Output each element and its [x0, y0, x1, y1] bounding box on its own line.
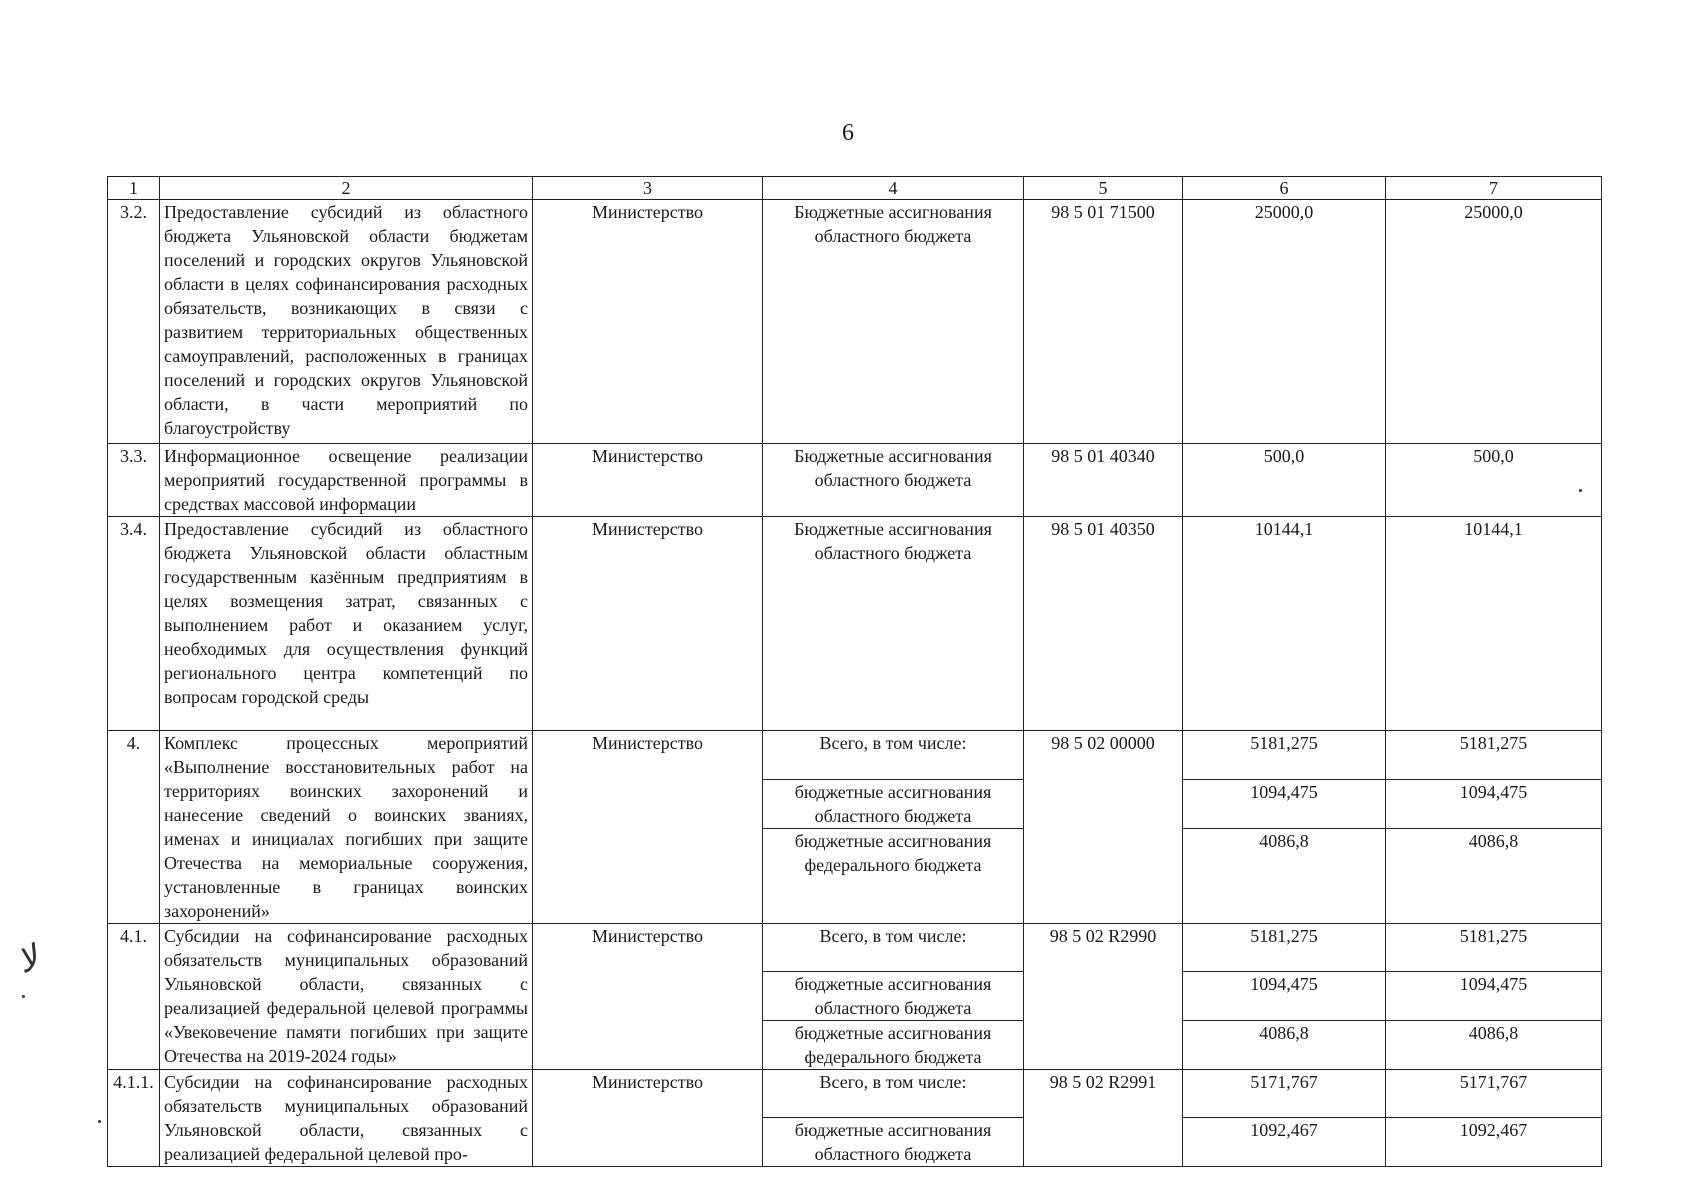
row-responsible: Министерство [533, 444, 763, 517]
row-value-col7: 10144,1 [1386, 517, 1602, 731]
row-responsible: Министерство [533, 1070, 763, 1167]
row-funding-source: Всего, в том числе: [763, 924, 1024, 972]
row-description: Предоставление субсидий из областного бюджета Ульяновской области областным государственным казённым предприятиям в целях возмещения затрат, связанных с выполнением работ и оказанием услуг, необходимых для осуществления функций регионального центра компетенций по вопросам городской среды [160, 517, 533, 731]
row-description: Субсидии на софинансирование расходных обязательств муниципальных образований Ульяновской области, связанных с реализацией федеральной целевой про- [160, 1070, 533, 1167]
handwritten-mark: ﻻ [12, 939, 44, 982]
page-number: 6 [842, 120, 854, 146]
column-header: 4 [763, 177, 1024, 200]
table-row [108, 731, 1602, 780]
row-number: 4. [108, 731, 160, 924]
row-value-col7: 4086,8 [1386, 1021, 1602, 1070]
row-value-col7: 5171,767 [1386, 1070, 1602, 1118]
row-funding-source: Бюджетные ассигнования областного бюджета [763, 200, 1024, 444]
row-value-col7: 5181,275 [1386, 731, 1602, 780]
table-row [108, 1070, 1602, 1118]
row-value-col6: 500,0 [1183, 444, 1386, 517]
row-value-col6: 10144,1 [1183, 517, 1386, 731]
column-number-row [108, 177, 1602, 200]
scan-speck [1579, 489, 1582, 492]
row-budget-code: 98 5 02 R2990 [1024, 924, 1183, 1070]
row-responsible: Министерство [533, 924, 763, 1070]
column-header: 5 [1024, 177, 1183, 200]
table-row [108, 444, 1602, 517]
row-budget-code: 98 5 01 40350 [1024, 517, 1183, 731]
row-funding-source: бюджетные ассигнования федерального бюджета [763, 829, 1024, 924]
scan-speck [22, 995, 25, 998]
row-value-col6: 1092,467 [1183, 1118, 1386, 1167]
row-budget-code: 98 5 01 71500 [1024, 200, 1183, 444]
row-number: 4.1.1. [108, 1070, 160, 1167]
table-row [108, 200, 1602, 444]
row-funding-source: бюджетные ассигнования федерального бюджета [763, 1021, 1024, 1070]
table-row [108, 517, 1602, 731]
column-header: 2 [160, 177, 533, 200]
row-description: Предоставление субсидий из областного бюджета Ульяновской области бюджетам поселений и городских округов Ульяновской области в целях софинансирования расходных обязательств, возникающих в связи с развитием территориальных общественных самоуправлений, расположенных в границах поселений и городских округов Ульяновской области, в части мероприятий по благоустройству [160, 200, 533, 444]
row-funding-source: бюджетные ассигнования областного бюджета [763, 779, 1024, 829]
row-number: 3.3. [108, 444, 160, 517]
row-funding-source: бюджетные ассигнования областного бюджета [763, 972, 1024, 1021]
row-responsible: Министерство [533, 200, 763, 444]
column-header: 6 [1183, 177, 1386, 200]
row-funding-source: Всего, в том числе: [763, 1070, 1024, 1118]
row-responsible: Министерство [533, 731, 763, 924]
table-row [108, 924, 1602, 972]
row-description: Субсидии на софинансирование расходных обязательств муниципальных образований Ульяновской области, связанных с реализацией федеральной целевой программы «Увековечение памяти погибших при защите Отечества на 2019-2024 годы» [160, 924, 533, 1070]
row-value-col6: 5181,275 [1183, 731, 1386, 780]
row-value-col7: 1094,475 [1386, 779, 1602, 829]
row-number: 3.4. [108, 517, 160, 731]
row-number: 3.2. [108, 200, 160, 444]
row-value-col6: 4086,8 [1183, 829, 1386, 924]
row-funding-source: Бюджетные ассигнования областного бюджета [763, 517, 1024, 731]
column-header: 7 [1386, 177, 1602, 200]
row-value-col6: 1094,475 [1183, 779, 1386, 829]
row-funding-source: Всего, в том числе: [763, 731, 1024, 780]
row-value-col6: 5171,767 [1183, 1070, 1386, 1118]
scan-speck [98, 1120, 101, 1123]
row-value-col6: 1094,475 [1183, 972, 1386, 1021]
row-value-col7: 500,0 [1386, 444, 1602, 517]
row-value-col7: 1092,467 [1386, 1118, 1602, 1167]
row-description: Информационное освещение реализации мероприятий государственной программы в средствах массовой информации [160, 444, 533, 517]
budget-table [107, 176, 1602, 1167]
row-number: 4.1. [108, 924, 160, 1070]
row-value-col7: 4086,8 [1386, 829, 1602, 924]
row-budget-code: 98 5 01 40340 [1024, 444, 1183, 517]
row-budget-code: 98 5 02 00000 [1024, 731, 1183, 924]
row-value-col7: 1094,475 [1386, 972, 1602, 1021]
row-budget-code: 98 5 02 R2991 [1024, 1070, 1183, 1167]
column-header: 1 [108, 177, 160, 200]
row-value-col7: 25000,0 [1386, 200, 1602, 444]
row-funding-source: Бюджетные ассигнования областного бюджета [763, 444, 1024, 517]
row-value-col6: 25000,0 [1183, 200, 1386, 444]
row-responsible: Министерство [533, 517, 763, 731]
row-value-col6: 4086,8 [1183, 1021, 1386, 1070]
row-funding-source: бюджетные ассигнования областного бюджета [763, 1118, 1024, 1167]
row-value-col7: 5181,275 [1386, 924, 1602, 972]
row-description: Комплекс процессных мероприятий «Выполнение восстановительных работ на территориях воинских захоронений и нанесение сведений о воинских званиях, именах и инициалах погибших при защите Отечества на мемориальные сооружения, установленные в границах воинских захоронений» [160, 731, 533, 924]
column-header: 3 [533, 177, 763, 200]
row-value-col6: 5181,275 [1183, 924, 1386, 972]
